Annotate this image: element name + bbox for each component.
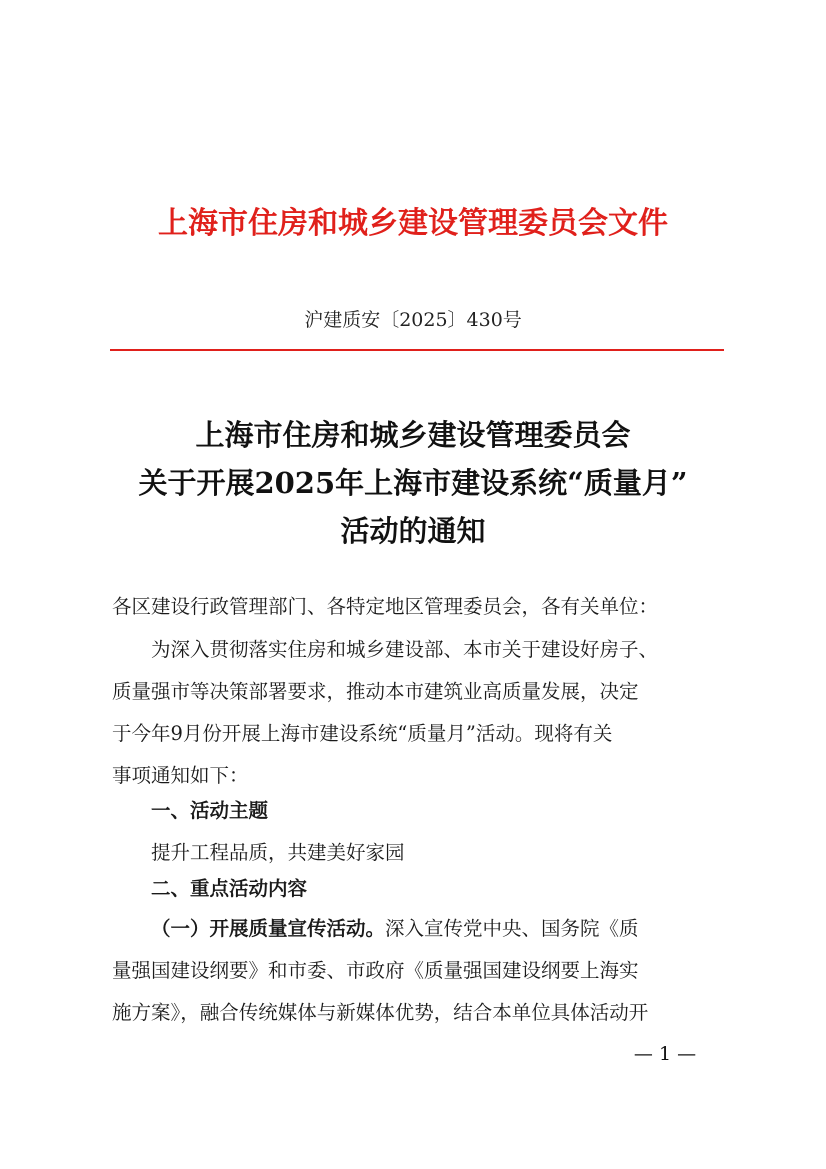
page-number: — 1 — — [633, 1043, 697, 1065]
paragraph-line: 量强国建设纲要》和市委、市政府《质量强国建设纲要上海实 — [112, 959, 639, 982]
title-line-2: 关于开展2025年上海市建设系统“质量月” — [138, 466, 688, 500]
section-1-text: 提升工程品质，共建美好家园 — [151, 841, 405, 864]
title-line-3: 活动的通知 — [340, 514, 486, 548]
red-divider — [110, 349, 724, 351]
section-heading-2: 二、重点活动内容 — [151, 877, 308, 900]
item-1-label: （一）开展质量宣传活动。 — [151, 917, 386, 940]
issuer-title: 上海市住房和城乡建设管理委员会文件 — [158, 206, 668, 241]
paragraph-line: 事项通知如下： — [112, 764, 249, 787]
title-line-1: 上海市住房和城乡建设管理委员会 — [195, 418, 631, 452]
document-number: 沪建质安〔2025〕430号 — [304, 309, 522, 331]
salutation: 各区建设行政管理部门、各特定地区管理委员会，各有关单位： — [112, 595, 659, 618]
paragraph-line: 施方案》，融合传统媒体与新媒体优势，结合本单位具体活动开 — [112, 1001, 649, 1024]
paragraph-line: 于今年9月份开展上海市建设系统“质量月”活动。现将有关 — [112, 722, 613, 745]
section-heading-1: 一、活动主题 — [151, 799, 269, 822]
item-1-line-1 — [151, 914, 755, 944]
item-1-text: 深入宣传党中央、国务院《质 — [385, 917, 639, 940]
paragraph-line: 为深入贯彻落实住房和城乡建设部、本市关于建设好房子、 — [151, 638, 659, 661]
paragraph-line: 质量强市等决策部署要求，推动本市建筑业高质量发展，决定 — [112, 680, 639, 703]
